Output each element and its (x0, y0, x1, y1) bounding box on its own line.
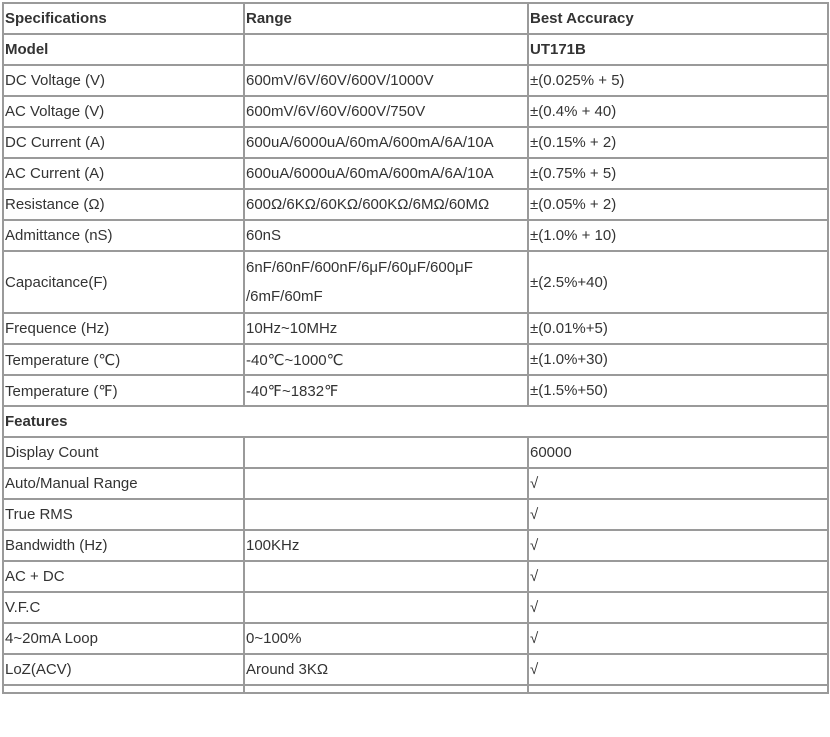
spec-accuracy: ±(0.4% + 40) (528, 96, 828, 127)
feature-name: 4~20mA Loop (3, 623, 244, 654)
model-label: Model (3, 34, 244, 65)
spec-range: 10Hz~10MHz (244, 313, 528, 344)
table-row (3, 313, 828, 344)
spec-accuracy: ±(0.75% + 5) (528, 158, 828, 189)
empty-cell (3, 685, 244, 693)
feature-name: Auto/Manual Range (3, 468, 244, 499)
feature-value: √ (528, 592, 828, 623)
feature-name: V.F.C (3, 592, 244, 623)
feature-range (244, 592, 528, 623)
spec-name: Frequence (Hz) (3, 313, 244, 344)
spec-accuracy: ±(1.5%+50) (528, 375, 828, 406)
empty-cell (244, 685, 528, 693)
spec-accuracy: ±(1.0% + 10) (528, 220, 828, 251)
feature-value: √ (528, 468, 828, 499)
feature-value: √ (528, 561, 828, 592)
table-row (3, 344, 828, 375)
feature-range (244, 437, 528, 468)
spec-range: 600mV/6V/60V/600V/750V (244, 96, 528, 127)
feature-range (244, 468, 528, 499)
spec-name: Capacitance(F) (3, 251, 244, 313)
feature-value: √ (528, 654, 828, 685)
table-header-row (3, 3, 828, 34)
feature-range: 100KHz (244, 530, 528, 561)
spec-accuracy: ±(1.0%+30) (528, 344, 828, 375)
table-row (3, 468, 828, 499)
feature-name: AC + DC (3, 561, 244, 592)
table-row (3, 65, 828, 96)
table-row (3, 499, 828, 530)
empty-cell (528, 685, 828, 693)
table-row (3, 437, 828, 468)
table-row (3, 158, 828, 189)
header-specifications: Specifications (3, 3, 244, 34)
spec-range: -40℉~1832℉ (244, 375, 528, 406)
feature-range (244, 561, 528, 592)
spec-name: DC Voltage (V) (3, 65, 244, 96)
feature-name: LoZ(ACV) (3, 654, 244, 685)
spec-accuracy: ±(0.05% + 2) (528, 189, 828, 220)
table-row (3, 530, 828, 561)
table-row-cut-off (3, 685, 828, 693)
feature-value: √ (528, 530, 828, 561)
table-row (3, 561, 828, 592)
spec-accuracy: ±(2.5%+40) (528, 251, 828, 313)
spec-range: 600Ω/6KΩ/60KΩ/600KΩ/6MΩ/60MΩ (244, 189, 528, 220)
spec-range: 6nF/60nF/600nF/6μF/60μF/600μF /6mF/60mF (244, 251, 528, 313)
spec-name: AC Voltage (V) (3, 96, 244, 127)
spec-name: AC Current (A) (3, 158, 244, 189)
spec-accuracy: ±(0.01%+5) (528, 313, 828, 344)
table-row (3, 654, 828, 685)
feature-range (244, 499, 528, 530)
table-row (3, 220, 828, 251)
spec-accuracy: ±(0.025% + 5) (528, 65, 828, 96)
spec-range: -40℃~1000℃ (244, 344, 528, 375)
spec-name: Resistance (Ω) (3, 189, 244, 220)
features-label: Features (3, 406, 828, 437)
header-range: Range (244, 3, 528, 34)
table-row (3, 375, 828, 406)
spec-range: 600mV/6V/60V/600V/1000V (244, 65, 528, 96)
table-row (3, 96, 828, 127)
spec-accuracy: ±(0.15% + 2) (528, 127, 828, 158)
table-row (3, 189, 828, 220)
spec-name: Temperature (℉) (3, 375, 244, 406)
spec-name: Admittance (nS) (3, 220, 244, 251)
table-row (3, 592, 828, 623)
feature-name: Display Count (3, 437, 244, 468)
feature-range: Around 3KΩ (244, 654, 528, 685)
spec-name: DC Current (A) (3, 127, 244, 158)
feature-name: Bandwidth (Hz) (3, 530, 244, 561)
features-section-row (3, 406, 828, 437)
feature-value: √ (528, 499, 828, 530)
spec-name: Temperature (℃) (3, 344, 244, 375)
spec-range: 60nS (244, 220, 528, 251)
feature-value: √ (528, 623, 828, 654)
model-row (3, 34, 828, 65)
model-range (244, 34, 528, 65)
table-row (3, 623, 828, 654)
feature-name: True RMS (3, 499, 244, 530)
header-best-accuracy: Best Accuracy (528, 3, 828, 34)
spec-range: 600uA/6000uA/60mA/600mA/6A/10A (244, 127, 528, 158)
table-row (3, 127, 828, 158)
table-row (3, 251, 828, 313)
feature-value: 60000 (528, 437, 828, 468)
specifications-table (2, 2, 829, 694)
feature-range: 0~100% (244, 623, 528, 654)
model-value: UT171B (528, 34, 828, 65)
spec-range: 600uA/6000uA/60mA/600mA/6A/10A (244, 158, 528, 189)
